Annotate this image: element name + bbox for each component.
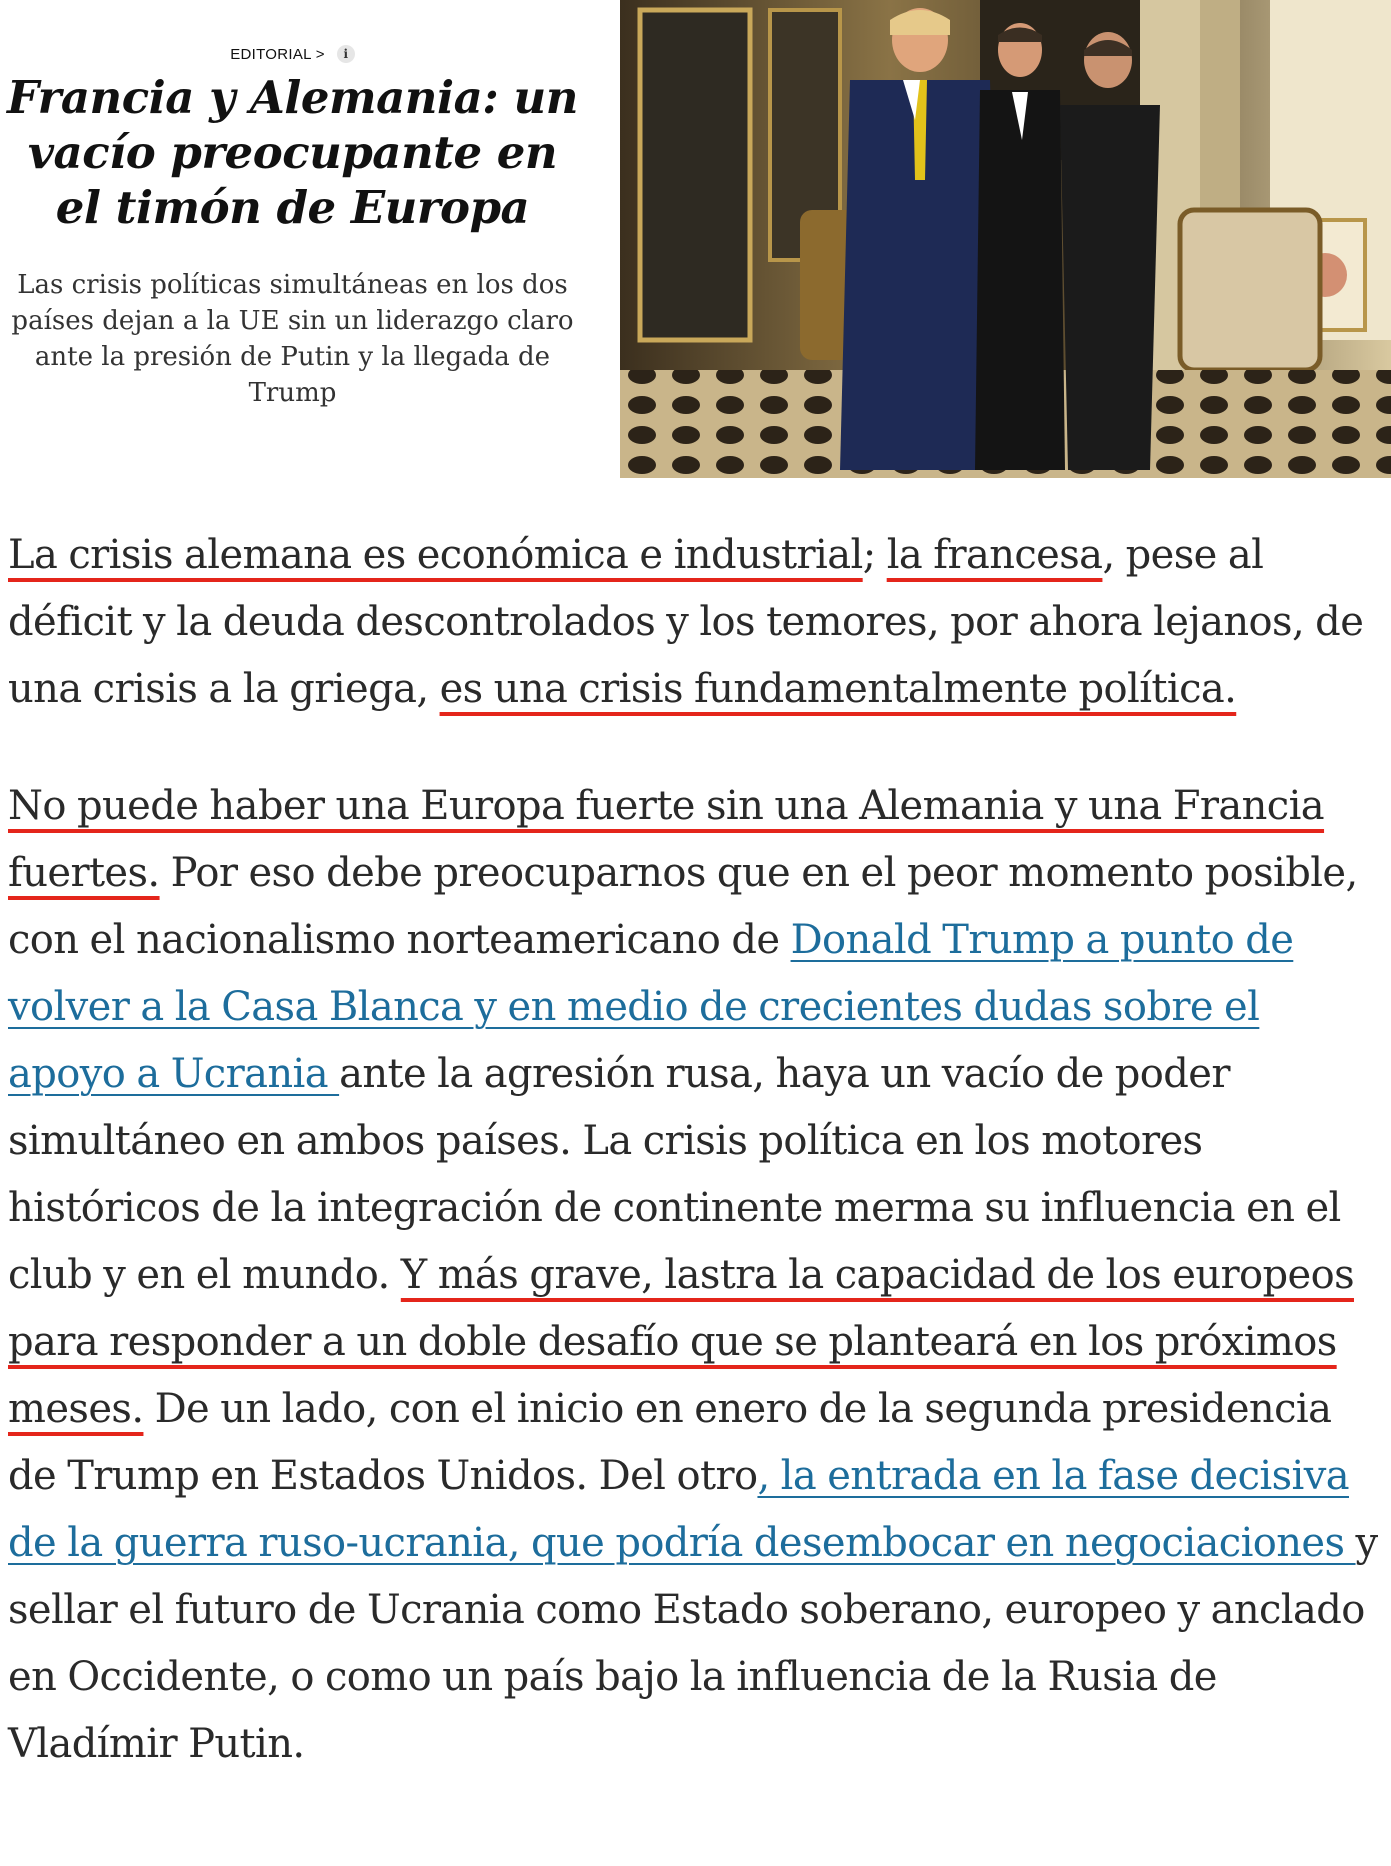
- photo-three-leaders-icon: [620, 0, 1391, 478]
- highlighted-text: es una crisis fundamentalmente política.: [439, 666, 1237, 712]
- body-text: ante la agresión rusa, haya un vacío de poder simultáneo en ambos países. La crisis política en los motores históricos de la integración de continente merma su influencia en el club y en el mundo.: [8, 1051, 1341, 1298]
- standfirst: Las crisis políticas simultáneas en los dos países dejan a la UE sin un liderazgo claro ante la presión de Putin y la llegada de Trump: [11, 270, 574, 408]
- lead-photo: [620, 0, 1391, 478]
- section-link-editorial[interactable]: EDITORIAL >: [230, 45, 325, 63]
- headline: Francia y Alemania: un vacío preocupante en el timón de Europa: [7, 71, 578, 234]
- article-header: [0, 0, 1391, 478]
- link-guerra-ruso-ucrania[interactable]: , la entrada en la fase decisiva de la guerra ruso-ucrania, que podría desembocar en negociaciones: [8, 1453, 1356, 1566]
- paragraph-1: [8, 522, 1386, 723]
- body-text: y sellar el futuro de Ucrania como Estado soberano, europeo y anclado en Occidente, o como un país bajo la influencia de la Rusia de Vladímir Putin.: [8, 1520, 1378, 1767]
- highlighted-text: La crisis alemana es económica e industrial: [8, 532, 863, 578]
- body-text: ;: [862, 532, 887, 578]
- highlighted-text: la francesa: [886, 532, 1103, 578]
- info-icon[interactable]: i: [337, 45, 355, 63]
- article-body: [8, 522, 1386, 1778]
- header-text-block: [0, 40, 585, 411]
- body-text: Por eso debe preocuparnos que en el peor momento posible, con el nacionalismo norteamericano de: [8, 850, 1358, 963]
- highlighted-text: No puede haber una Europa fuerte sin una Alemania y una Francia fuertes.: [8, 783, 1325, 896]
- body-text: De un lado, con el inicio en enero de la segunda presidencia de Trump en Estados Unidos. Del otro: [8, 1386, 1332, 1499]
- section-kicker-row: [0, 40, 585, 68]
- link-trump-casa-blanca[interactable]: Donald Trump a punto de volver a la Casa Blanca y en medio de crecientes dudas sobre el apoyo a Ucrania: [8, 917, 1294, 1097]
- highlighted-text: Y más grave, lastra la capacidad de los europeos para responder a un doble desafío que se planteará en los próximos meses.: [8, 1252, 1354, 1432]
- paragraph-2: [8, 773, 1386, 1778]
- body-text: , pese al déficit y la deuda descontrolados y los temores, por ahora lejanos, de una crisis a la griega,: [8, 532, 1364, 712]
